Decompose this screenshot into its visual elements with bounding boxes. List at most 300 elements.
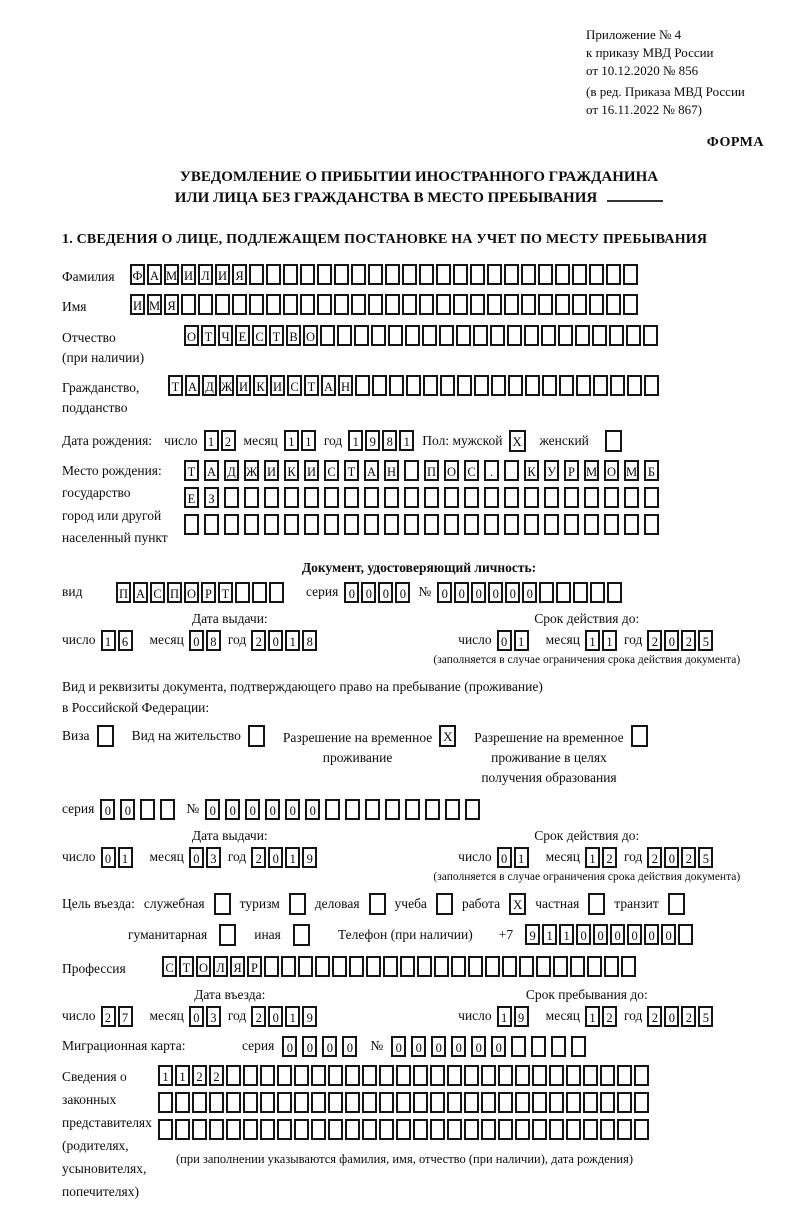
char-cell[interactable] [224, 487, 239, 508]
char-cell[interactable] [456, 325, 471, 346]
char-cell[interactable] [419, 264, 434, 285]
char-cell[interactable] [491, 375, 506, 396]
char-cell[interactable] [521, 264, 536, 285]
char-cell[interactable] [304, 514, 319, 535]
char-cell[interactable]: Ч [218, 325, 233, 346]
char-cell[interactable] [453, 264, 468, 285]
char-cell[interactable] [464, 1092, 479, 1113]
char-cell[interactable] [424, 514, 439, 535]
char-cell[interactable]: Т [179, 956, 194, 977]
char-cell[interactable] [532, 1092, 547, 1113]
char-cell[interactable] [175, 1119, 190, 1140]
char-cell[interactable]: 1 [118, 847, 133, 868]
char-cell[interactable] [317, 264, 332, 285]
sex-male-checkbox[interactable]: X [509, 430, 526, 452]
char-cell[interactable] [485, 956, 500, 977]
char-cell[interactable] [617, 1119, 632, 1140]
char-cell[interactable]: Е [184, 487, 199, 508]
char-cell[interactable] [555, 264, 570, 285]
char-cell[interactable] [623, 264, 638, 285]
char-cell[interactable] [364, 514, 379, 535]
char-cell[interactable]: Т [218, 582, 233, 603]
char-cell[interactable] [634, 1119, 649, 1140]
char-cell[interactable] [606, 294, 621, 315]
char-cell[interactable]: П [424, 460, 439, 481]
char-cell[interactable] [444, 487, 459, 508]
char-cell[interactable]: 0 [268, 630, 283, 651]
char-cell[interactable] [160, 799, 175, 820]
char-cell[interactable]: 0 [361, 582, 376, 603]
char-cell[interactable] [498, 1092, 513, 1113]
char-cell[interactable] [385, 264, 400, 285]
char-cell[interactable] [604, 514, 619, 535]
char-cell[interactable]: О [184, 582, 199, 603]
char-cell[interactable] [584, 514, 599, 535]
char-cell[interactable] [589, 264, 604, 285]
char-cell[interactable] [362, 1065, 377, 1086]
char-cell[interactable] [447, 1065, 462, 1086]
char-cell[interactable] [457, 375, 472, 396]
char-cell[interactable]: Р [201, 582, 216, 603]
char-cell[interactable] [532, 1065, 547, 1086]
char-cell[interactable]: 0 [285, 799, 300, 820]
char-cell[interactable] [266, 264, 281, 285]
char-cell[interactable]: Б [644, 460, 659, 481]
char-cell[interactable] [402, 294, 417, 315]
char-cell[interactable]: 1 [497, 1006, 512, 1027]
char-cell[interactable] [538, 294, 553, 315]
char-cell[interactable] [502, 956, 517, 977]
char-cell[interactable] [592, 325, 607, 346]
char-cell[interactable] [269, 582, 284, 603]
char-cell[interactable]: И [270, 375, 285, 396]
char-cell[interactable] [413, 1065, 428, 1086]
char-cell[interactable] [140, 799, 155, 820]
char-cell[interactable] [634, 1065, 649, 1086]
char-cell[interactable]: 2 [192, 1065, 207, 1086]
char-cell[interactable]: Д [224, 460, 239, 481]
char-cell[interactable]: К [253, 375, 268, 396]
char-cell[interactable]: 2 [681, 630, 696, 651]
char-cell[interactable]: М [164, 264, 179, 285]
char-cell[interactable]: Т [184, 460, 199, 481]
char-cell[interactable] [423, 375, 438, 396]
char-cell[interactable] [504, 264, 519, 285]
char-cell[interactable] [226, 1092, 241, 1113]
char-cell[interactable] [464, 1065, 479, 1086]
char-cell[interactable] [371, 325, 386, 346]
char-cell[interactable] [364, 487, 379, 508]
char-cell[interactable] [345, 1092, 360, 1113]
char-cell[interactable] [430, 1119, 445, 1140]
char-cell[interactable]: 1 [602, 630, 617, 651]
char-cell[interactable] [553, 956, 568, 977]
char-cell[interactable]: 0 [395, 582, 410, 603]
char-cell[interactable]: Я [230, 956, 245, 977]
char-cell[interactable] [623, 294, 638, 315]
char-cell[interactable]: 0 [497, 847, 512, 868]
char-cell[interactable]: А [133, 582, 148, 603]
char-cell[interactable] [260, 1119, 275, 1140]
char-cell[interactable] [400, 956, 415, 977]
char-cell[interactable]: И [304, 460, 319, 481]
char-cell[interactable] [277, 1065, 292, 1086]
char-cell[interactable]: 0 [282, 1036, 297, 1057]
char-cell[interactable]: Т [168, 375, 183, 396]
char-cell[interactable]: 2 [221, 430, 236, 451]
char-cell[interactable]: 0 [664, 630, 679, 651]
char-cell[interactable] [573, 582, 588, 603]
char-cell[interactable] [544, 487, 559, 508]
residence-permit-checkbox[interactable] [248, 725, 265, 747]
char-cell[interactable]: 2 [602, 847, 617, 868]
char-cell[interactable] [260, 1065, 275, 1086]
char-cell[interactable] [264, 956, 279, 977]
char-cell[interactable] [470, 294, 485, 315]
char-cell[interactable] [198, 294, 213, 315]
char-cell[interactable] [332, 956, 347, 977]
char-cell[interactable] [593, 375, 608, 396]
char-cell[interactable]: Я [232, 264, 247, 285]
char-cell[interactable] [304, 487, 319, 508]
char-cell[interactable] [439, 325, 454, 346]
char-cell[interactable] [444, 514, 459, 535]
char-cell[interactable] [498, 1065, 513, 1086]
char-cell[interactable] [538, 264, 553, 285]
char-cell[interactable] [334, 264, 349, 285]
char-cell[interactable] [515, 1092, 530, 1113]
sex-female-checkbox[interactable] [605, 430, 622, 452]
purpose-transit-checkbox[interactable] [668, 893, 685, 915]
char-cell[interactable] [362, 1092, 377, 1113]
char-cell[interactable] [465, 799, 480, 820]
purpose-other-checkbox[interactable] [293, 924, 310, 946]
char-cell[interactable]: 9 [514, 1006, 529, 1027]
char-cell[interactable]: 0 [189, 1006, 204, 1027]
char-cell[interactable] [508, 375, 523, 396]
char-cell[interactable] [604, 487, 619, 508]
char-cell[interactable] [209, 1092, 224, 1113]
char-cell[interactable] [504, 514, 519, 535]
char-cell[interactable]: 2 [602, 1006, 617, 1027]
char-cell[interactable] [351, 264, 366, 285]
char-cell[interactable]: Т [304, 375, 319, 396]
char-cell[interactable] [405, 799, 420, 820]
char-cell[interactable]: 1 [514, 847, 529, 868]
char-cell[interactable]: А [204, 460, 219, 481]
char-cell[interactable] [524, 487, 539, 508]
char-cell[interactable] [600, 1119, 615, 1140]
char-cell[interactable] [345, 1065, 360, 1086]
char-cell[interactable]: Т [269, 325, 284, 346]
char-cell[interactable] [384, 487, 399, 508]
char-cell[interactable]: С [162, 956, 177, 977]
char-cell[interactable]: 1 [175, 1065, 190, 1086]
char-cell[interactable] [617, 1092, 632, 1113]
char-cell[interactable]: К [284, 460, 299, 481]
char-cell[interactable]: А [321, 375, 336, 396]
char-cell[interactable] [524, 514, 539, 535]
purpose-study-checkbox[interactable] [436, 893, 453, 915]
char-cell[interactable] [405, 325, 420, 346]
char-cell[interactable] [175, 1092, 190, 1113]
char-cell[interactable] [481, 1065, 496, 1086]
char-cell[interactable]: 0 [265, 799, 280, 820]
char-cell[interactable]: 0 [431, 1036, 446, 1057]
purpose-private-checkbox[interactable] [588, 893, 605, 915]
char-cell[interactable]: 2 [251, 847, 266, 868]
char-cell[interactable]: 0 [661, 924, 676, 945]
char-cell[interactable]: Е [235, 325, 250, 346]
char-cell[interactable]: 1 [542, 924, 557, 945]
char-cell[interactable] [590, 582, 605, 603]
char-cell[interactable] [490, 325, 505, 346]
char-cell[interactable] [589, 294, 604, 315]
char-cell[interactable]: 1 [204, 430, 219, 451]
char-cell[interactable] [451, 956, 466, 977]
char-cell[interactable]: 0 [120, 799, 135, 820]
char-cell[interactable] [481, 1119, 496, 1140]
char-cell[interactable] [549, 1065, 564, 1086]
char-cell[interactable] [474, 375, 489, 396]
char-cell[interactable]: 1 [585, 847, 600, 868]
char-cell[interactable] [422, 325, 437, 346]
char-cell[interactable]: 0 [189, 847, 204, 868]
char-cell[interactable] [470, 264, 485, 285]
char-cell[interactable] [404, 460, 419, 481]
char-cell[interactable]: 1 [285, 847, 300, 868]
char-cell[interactable] [515, 1119, 530, 1140]
char-cell[interactable]: 5 [698, 1006, 713, 1027]
char-cell[interactable] [277, 1119, 292, 1140]
char-cell[interactable]: С [464, 460, 479, 481]
char-cell[interactable]: М [624, 460, 639, 481]
char-cell[interactable] [566, 1065, 581, 1086]
char-cell[interactable] [544, 514, 559, 535]
char-cell[interactable]: 8 [206, 630, 221, 651]
char-cell[interactable]: 1 [559, 924, 574, 945]
purpose-humanitarian-checkbox[interactable] [219, 924, 236, 946]
char-cell[interactable] [504, 487, 519, 508]
char-cell[interactable] [209, 1119, 224, 1140]
char-cell[interactable] [556, 582, 571, 603]
temp-permit-checkbox[interactable]: X [439, 725, 456, 747]
char-cell[interactable]: 0 [322, 1036, 337, 1057]
char-cell[interactable] [555, 294, 570, 315]
char-cell[interactable]: Ф [130, 264, 145, 285]
char-cell[interactable] [531, 1036, 546, 1057]
char-cell[interactable] [564, 487, 579, 508]
char-cell[interactable]: В [286, 325, 301, 346]
char-cell[interactable] [328, 1065, 343, 1086]
char-cell[interactable] [504, 460, 519, 481]
char-cell[interactable] [572, 294, 587, 315]
char-cell[interactable]: 1 [158, 1065, 173, 1086]
char-cell[interactable] [484, 487, 499, 508]
char-cell[interactable] [158, 1092, 173, 1113]
char-cell[interactable] [515, 1065, 530, 1086]
char-cell[interactable]: Н [384, 460, 399, 481]
purpose-service-checkbox[interactable] [214, 893, 231, 915]
char-cell[interactable] [558, 325, 573, 346]
char-cell[interactable]: 0 [644, 924, 659, 945]
char-cell[interactable]: О [444, 460, 459, 481]
char-cell[interactable] [311, 1119, 326, 1140]
char-cell[interactable]: С [252, 325, 267, 346]
char-cell[interactable] [643, 325, 658, 346]
char-cell[interactable]: 8 [382, 430, 397, 451]
char-cell[interactable]: 0 [451, 1036, 466, 1057]
purpose-business-checkbox[interactable] [369, 893, 386, 915]
char-cell[interactable]: 0 [576, 924, 591, 945]
char-cell[interactable] [396, 1119, 411, 1140]
char-cell[interactable]: А [364, 460, 379, 481]
char-cell[interactable] [498, 1119, 513, 1140]
char-cell[interactable] [368, 264, 383, 285]
char-cell[interactable] [383, 956, 398, 977]
char-cell[interactable] [464, 487, 479, 508]
char-cell[interactable]: 0 [378, 582, 393, 603]
char-cell[interactable]: 0 [100, 799, 115, 820]
char-cell[interactable] [284, 487, 299, 508]
char-cell[interactable] [362, 1119, 377, 1140]
char-cell[interactable] [379, 1065, 394, 1086]
char-cell[interactable] [624, 514, 639, 535]
char-cell[interactable] [524, 325, 539, 346]
char-cell[interactable] [583, 1092, 598, 1113]
char-cell[interactable] [519, 956, 534, 977]
char-cell[interactable] [264, 514, 279, 535]
char-cell[interactable]: О [604, 460, 619, 481]
char-cell[interactable] [571, 1036, 586, 1057]
char-cell[interactable]: А [147, 264, 162, 285]
temp-permit-edu-checkbox[interactable] [631, 725, 648, 747]
char-cell[interactable]: Т [201, 325, 216, 346]
char-cell[interactable]: Р [247, 956, 262, 977]
char-cell[interactable]: 2 [647, 847, 662, 868]
char-cell[interactable] [445, 799, 460, 820]
char-cell[interactable] [372, 375, 387, 396]
char-cell[interactable]: О [184, 325, 199, 346]
char-cell[interactable]: 2 [101, 1006, 116, 1027]
char-cell[interactable] [464, 514, 479, 535]
char-cell[interactable]: 1 [284, 430, 299, 451]
char-cell[interactable] [324, 514, 339, 535]
char-cell[interactable]: . [484, 460, 499, 481]
char-cell[interactable] [226, 1065, 241, 1086]
char-cell[interactable] [388, 325, 403, 346]
char-cell[interactable] [300, 264, 315, 285]
char-cell[interactable] [328, 1119, 343, 1140]
char-cell[interactable]: 0 [627, 924, 642, 945]
char-cell[interactable] [349, 956, 364, 977]
char-cell[interactable] [389, 375, 404, 396]
char-cell[interactable] [192, 1092, 207, 1113]
char-cell[interactable] [566, 1092, 581, 1113]
char-cell[interactable] [298, 956, 313, 977]
char-cell[interactable] [402, 264, 417, 285]
char-cell[interactable]: 0 [610, 924, 625, 945]
char-cell[interactable]: Я [164, 294, 179, 315]
char-cell[interactable] [244, 487, 259, 508]
char-cell[interactable] [385, 294, 400, 315]
char-cell[interactable] [406, 375, 421, 396]
char-cell[interactable] [425, 799, 440, 820]
char-cell[interactable] [521, 294, 536, 315]
char-cell[interactable] [264, 487, 279, 508]
char-cell[interactable]: 0 [593, 924, 608, 945]
char-cell[interactable]: 1 [399, 430, 414, 451]
char-cell[interactable] [277, 1092, 292, 1113]
char-cell[interactable]: 0 [342, 1036, 357, 1057]
char-cell[interactable] [487, 294, 502, 315]
visa-checkbox[interactable] [97, 725, 114, 747]
char-cell[interactable]: 0 [488, 582, 503, 603]
char-cell[interactable]: Л [198, 264, 213, 285]
char-cell[interactable] [324, 487, 339, 508]
char-cell[interactable]: 9 [365, 430, 380, 451]
char-cell[interactable]: 8 [302, 630, 317, 651]
char-cell[interactable]: С [287, 375, 302, 396]
char-cell[interactable] [678, 924, 693, 945]
char-cell[interactable]: 1 [585, 630, 600, 651]
char-cell[interactable]: К [524, 460, 539, 481]
char-cell[interactable] [243, 1119, 258, 1140]
char-cell[interactable] [181, 294, 196, 315]
char-cell[interactable] [384, 514, 399, 535]
char-cell[interactable] [504, 294, 519, 315]
char-cell[interactable] [583, 1119, 598, 1140]
char-cell[interactable]: 9 [525, 924, 540, 945]
char-cell[interactable] [436, 294, 451, 315]
char-cell[interactable]: И [181, 264, 196, 285]
char-cell[interactable] [600, 1092, 615, 1113]
char-cell[interactable] [610, 375, 625, 396]
char-cell[interactable] [232, 294, 247, 315]
char-cell[interactable]: 0 [268, 847, 283, 868]
char-cell[interactable]: 2 [251, 630, 266, 651]
char-cell[interactable]: 5 [698, 847, 713, 868]
char-cell[interactable] [572, 264, 587, 285]
char-cell[interactable]: 0 [302, 1036, 317, 1057]
char-cell[interactable] [453, 294, 468, 315]
char-cell[interactable]: И [236, 375, 251, 396]
char-cell[interactable] [447, 1119, 462, 1140]
char-cell[interactable] [583, 1065, 598, 1086]
char-cell[interactable] [525, 375, 540, 396]
char-cell[interactable] [158, 1119, 173, 1140]
char-cell[interactable]: Д [202, 375, 217, 396]
char-cell[interactable] [368, 294, 383, 315]
char-cell[interactable]: И [215, 264, 230, 285]
char-cell[interactable] [300, 294, 315, 315]
char-cell[interactable]: 0 [437, 582, 452, 603]
char-cell[interactable] [337, 325, 352, 346]
char-cell[interactable]: 0 [664, 847, 679, 868]
char-cell[interactable] [224, 514, 239, 535]
char-cell[interactable]: 3 [206, 1006, 221, 1027]
purpose-work-checkbox[interactable]: X [509, 893, 526, 915]
char-cell[interactable] [507, 325, 522, 346]
char-cell[interactable]: С [324, 460, 339, 481]
char-cell[interactable] [436, 264, 451, 285]
char-cell[interactable]: 0 [205, 799, 220, 820]
char-cell[interactable] [447, 1092, 462, 1113]
char-cell[interactable] [549, 1119, 564, 1140]
char-cell[interactable] [235, 582, 250, 603]
char-cell[interactable] [366, 956, 381, 977]
char-cell[interactable] [644, 487, 659, 508]
